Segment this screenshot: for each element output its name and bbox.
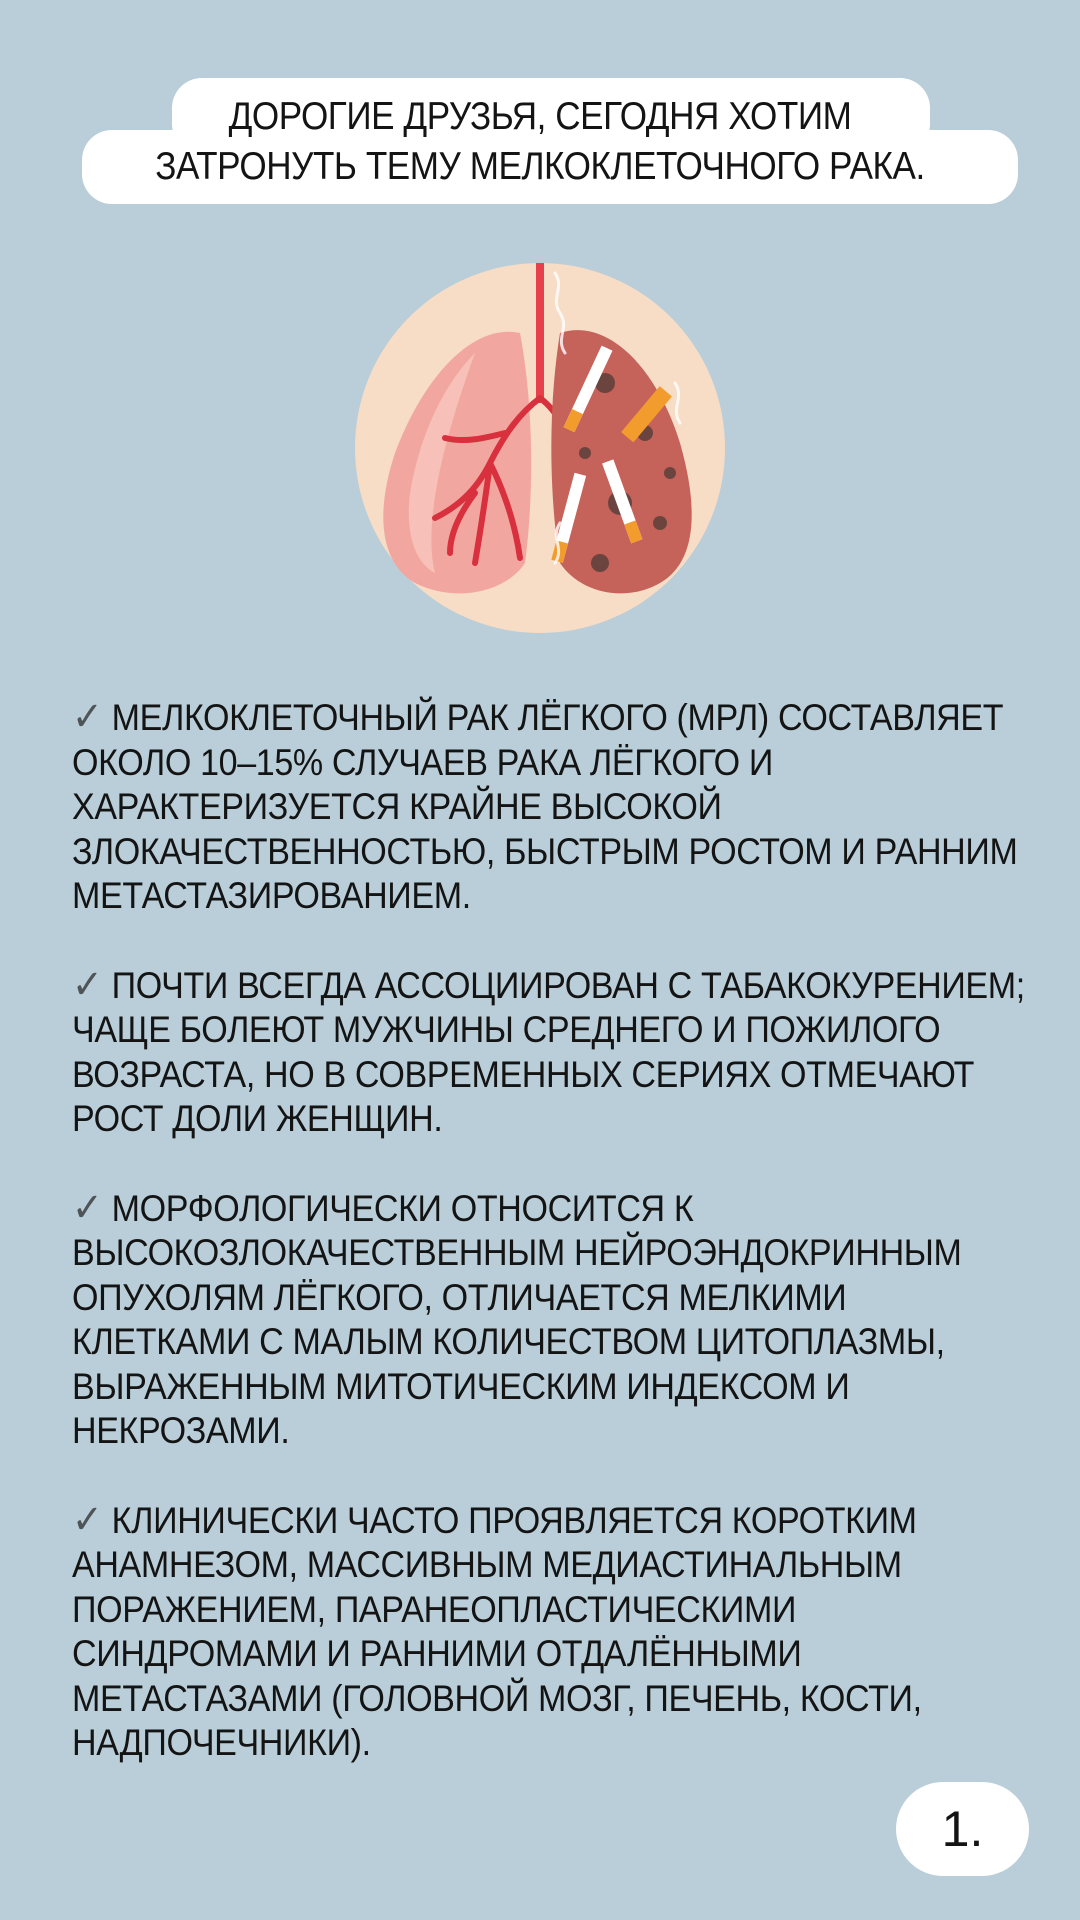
list-item <box>72 1498 1029 1766</box>
list-item-text: ПОЧТИ ВСЕГДА АССОЦИИРОВАН С ТАБАКОКУРЕНИЕМ; ЧАЩЕ БОЛЕЮТ МУЖЧИНЫ СРЕДНЕГО И ПОЖИЛОГО ВОЗРАСТА, НО В СОВРЕМЕННЫХ СЕРИЯХ ОТМЕЧАЮТ РОСТ ДОЛИ ЖЕНЩИН. <box>72 964 1025 1139</box>
checkmark-icon: ✓ <box>72 1185 103 1230</box>
checkmark-icon: ✓ <box>72 962 103 1007</box>
lungs-smoking-illustration <box>355 263 725 633</box>
header-banner <box>0 78 1080 208</box>
header-line-1: ДОРОГИЕ ДРУЗЬЯ, СЕГОДНЯ ХОТИМ <box>228 95 852 138</box>
list-item <box>72 695 1029 919</box>
header-line-2: ЗАТРОНУТЬ ТЕМУ МЕЛКОКЛЕТОЧНОГО РАКА. <box>155 145 925 188</box>
list-item <box>72 963 1029 1142</box>
list-item <box>72 1186 1029 1454</box>
checkmark-icon: ✓ <box>72 1497 103 1542</box>
list-item-text: МОРФОЛОГИЧЕСКИ ОТНОСИТСЯ К ВЫСОКОЗЛОКАЧЕСТВЕННЫМ НЕЙРОЭНДОКРИННЫМ ОПУХОЛЯМ ЛЁГКОГО, ОТЛИЧАЕТСЯ МЕЛКИМИ КЛЕТКАМИ С МАЛЫМ КОЛИЧЕСТВОМ ЦИТОПЛАЗМЫ, ВЫРАЖЕННЫМ МИТОТИЧЕСКИМ ИНДЕКСОМ И НЕКРОЗАМИ. <box>72 1187 962 1451</box>
page-number-badge: 1. <box>896 1782 1029 1876</box>
list-item-text: КЛИНИЧЕСКИ ЧАСТО ПРОЯВЛЯЕТСЯ КОРОТКИМ АНАМНЕЗОМ, МАССИВНЫМ МЕДИАСТИНАЛЬНЫМ ПОРАЖЕНИЕМ, ПАРАНЕОПЛАСТИЧЕСКИМИ СИНДРОМАМИ И РАННИМИ ОТДАЛЁННЫМИ МЕТАСТАЗАМИ (ГОЛОВНОЙ МОЗГ, ПЕЧЕНЬ, КОСТИ, НАДПОЧЕЧНИКИ). <box>72 1499 922 1763</box>
checkmark-icon: ✓ <box>72 695 103 739</box>
bullet-list <box>72 695 1032 1810</box>
trachea <box>536 263 544 403</box>
list-item-text: МЕЛКОКЛЕТОЧНЫЙ РАК ЛЁГКОГО (МРЛ) СОСТАВЛЯЕТ ОКОЛО 10–15% СЛУЧАЕВ РАКА ЛЁГКОГО И ХАРАКТЕРИЗУЕТСЯ КРАЙНЕ ВЫСОКОЙ ЗЛОКАЧЕСТВЕННОСТЬЮ, БЫСТРЫМ РОСТОМ И РАННИМ МЕТАСТАЗИРОВАНИЕМ. <box>72 697 1018 916</box>
